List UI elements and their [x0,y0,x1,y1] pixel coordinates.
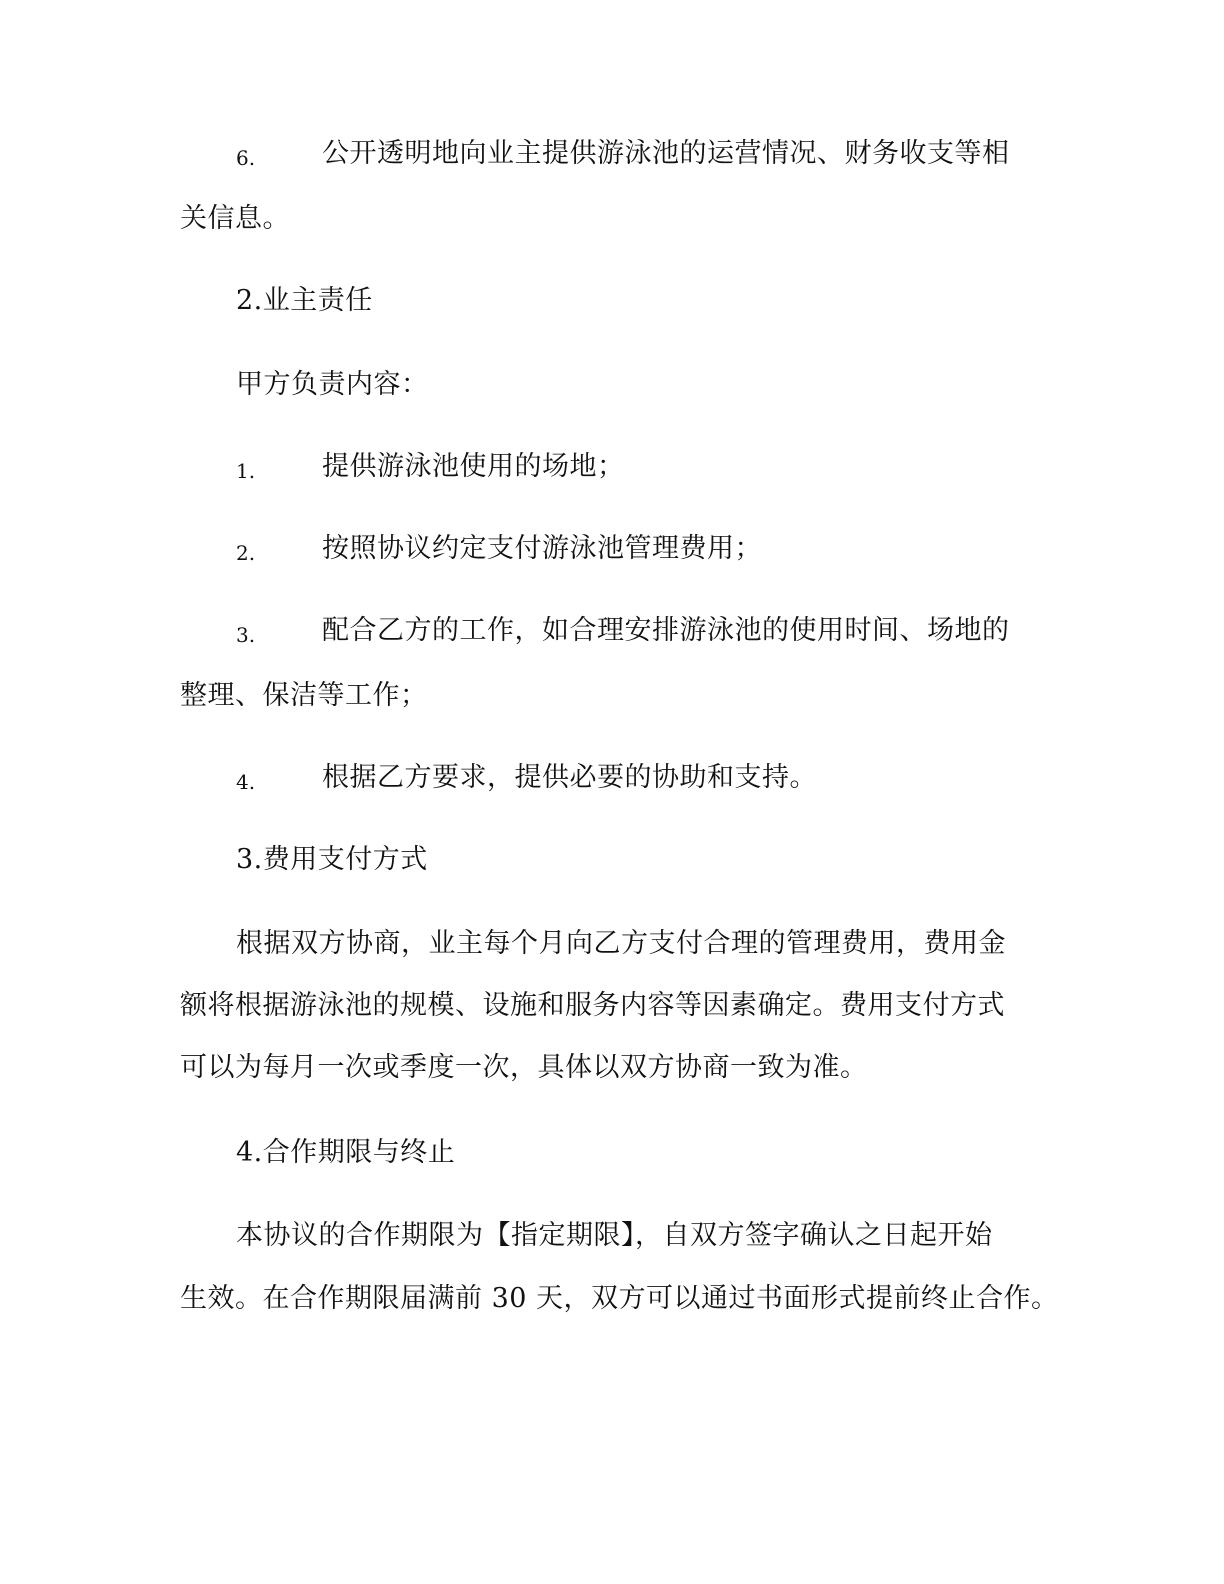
paragraph-line: 可以为每月一次或季度一次，具体以双方协商一致为准。 [180,1052,868,1083]
list-number: 4. [236,770,256,794]
list-number: 3. [236,623,256,647]
list-item-text: 根据乙方要求，提供必要的协助和支持。 [322,762,817,793]
section-heading: 3.费用支付方式 [236,844,428,875]
paragraph-line: 生效。在合作期限届满前 30 天，双方可以通过书面形式提前终止合作。 [180,1283,1059,1314]
section-heading: 2.业主责任 [236,285,373,316]
list-number: 1. [236,459,256,483]
list-number: 2. [236,541,256,565]
list-item-continuation: 关信息。 [180,203,290,234]
list-item-text: 配合乙方的工作，如合理安排游泳池的使用时间、场地的 [322,615,1010,646]
list-item-continuation: 整理、保洁等工作； [180,680,428,711]
list-item-text: 公开透明地向业主提供游泳池的运营情况、财务收支等相 [322,138,1010,169]
paragraph-line: 根据双方协商，业主每个月向乙方支付合理的管理费用，费用金 [236,928,1006,959]
list-item-text: 按照协议约定支付游泳池管理费用； [322,533,762,564]
section-intro: 甲方负责内容： [236,369,429,400]
list-item-text: 提供游泳池使用的场地； [322,451,625,482]
paragraph-line: 本协议的合作期限为【指定期限】，自双方签字确认之日起开始 [236,1220,993,1251]
list-number: 6. [236,146,256,170]
section-heading: 4.合作期限与终止 [236,1137,456,1168]
paragraph-line: 额将根据游泳池的规模、设施和服务内容等因素确定。费用支付方式 [180,990,1005,1021]
